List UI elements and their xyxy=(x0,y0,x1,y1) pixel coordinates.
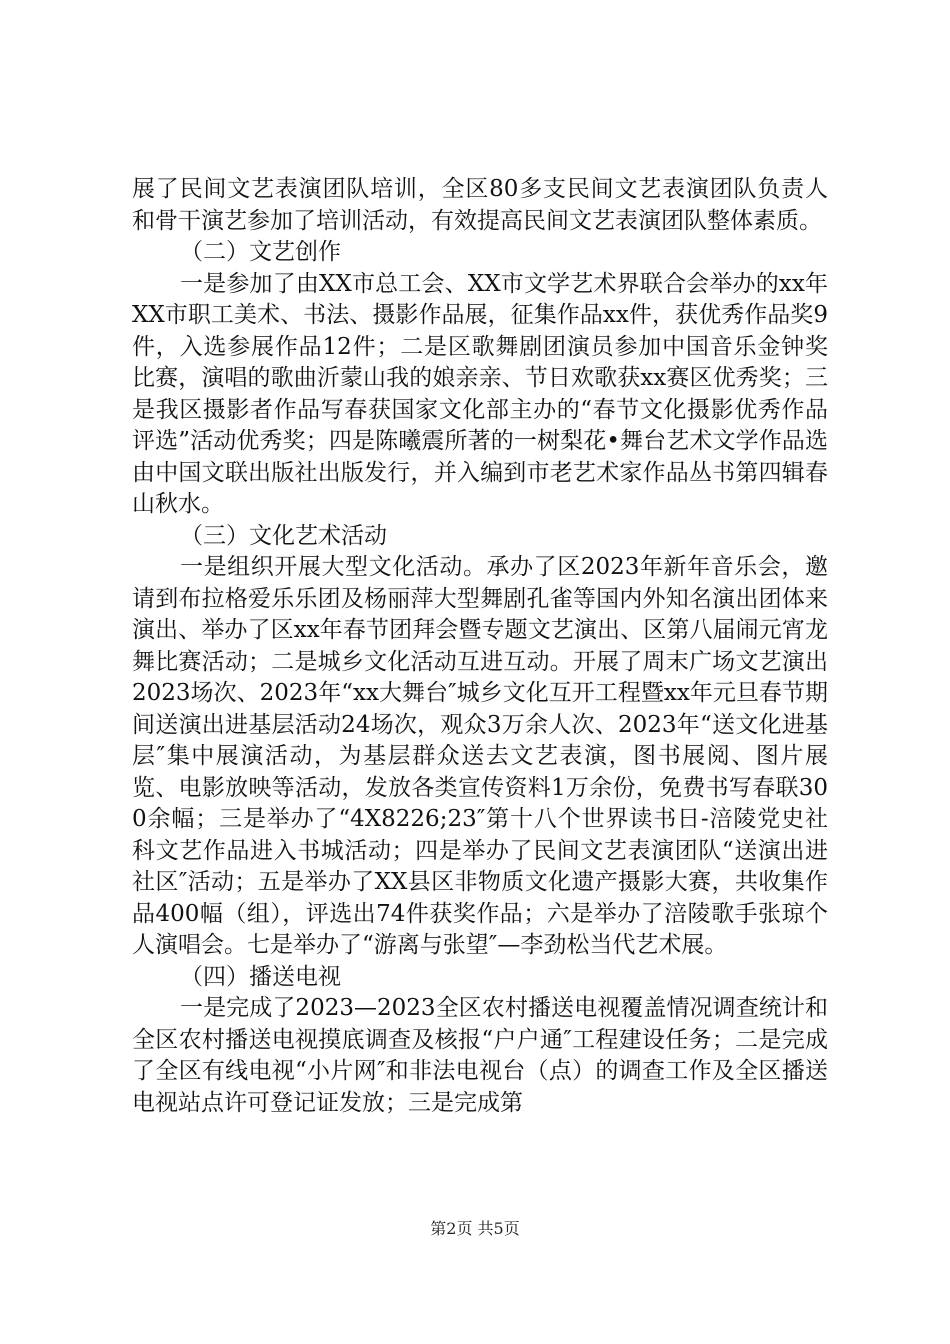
document-body xyxy=(132,174,828,1119)
paragraph-continuation: 展了民间文艺表演团队培训，全区80多支民间文艺表演团队负责人和骨干演艺参加了培训活动，有效提高民间文艺表演团队整体素质。 xyxy=(132,176,828,234)
section-heading-cultural-activities: （三）文化艺术活动 xyxy=(180,522,387,549)
paragraph-cultural-activities: 一是组织开展大型文化活动。承办了区2023年新年音乐会，邀请到布拉格爱乐乐团及杨丽萍大型舞剧孔雀等国内外知名演出团体来演出、举办了区xx年春节团拜会暨专题文艺演出、区第八届闹元宵龙舞比赛活动；二是城乡文化活动互进互动。开展了周末广场文艺演出2023场次、2023年“xx大舞台″城乡文化互开工程暨xx年元旦春节期间送演出进基层活动24场次，观众3万余人次、2023年“送文化进基层″集中展演活动，为基层群众送去文艺表演，图书展阅、图片展览、电影放映等活动，发放各类宣传资料1万余份，免费书写春联300余幅；三是举办了“4X8226;23″第十八个世界读书日-涪陵党史社科文艺作品进入书城活动；四是举办了民间文艺表演团队“送演出进社区″活动；五是举办了XX县区非物质文化遗产摄影大赛，共收集作品400幅（组），评选出74件获奖作品；六是举办了涪陵歌手张琼个人演唱会。七是举办了“游离与张望″—李劲松当代艺术展。 xyxy=(132,554,828,958)
page-number-footer: 第2页 共5页 xyxy=(430,1219,520,1238)
paragraph-broadcast-tv: 一是完成了2023—2023全区农村播送电视覆盖情况调查统计和全区农村播送电视摸底调查及核报“户户通″工程建设任务；二是完成了全区有线电视“小片网″和非法电视台（点）的调查工作及全区播送电视站点许可登记证发放；三是完成第 xyxy=(132,995,828,1116)
paragraph-literary-creation: 一是参加了由XX市总工会、XX市文学艺术界联合会举办的xx年XX市职工美术、书法、摄影作品展，征集作品xx件，获优秀作品奖9件，入选参展作品12件；二是区歌舞剧团演员参加中国音乐金钟奖比赛，演唱的歌曲沂蒙山我的娘亲亲、节日欢歌获xx赛区优秀奖；三是我区摄影者作品写春获国家文化部主办的“春节文化摄影优秀作品评选”活动优秀奖；四是陈曦震所著的一树梨花•舞台艺术文学作品选由中国文联出版社出版发行，并入编到市老艺术家作品丛书第四辑春山秋水。 xyxy=(132,270,828,517)
section-heading-broadcast-tv: （四）播送电视 xyxy=(180,963,341,990)
section-heading-literary-creation: （二）文艺创作 xyxy=(180,239,341,265)
